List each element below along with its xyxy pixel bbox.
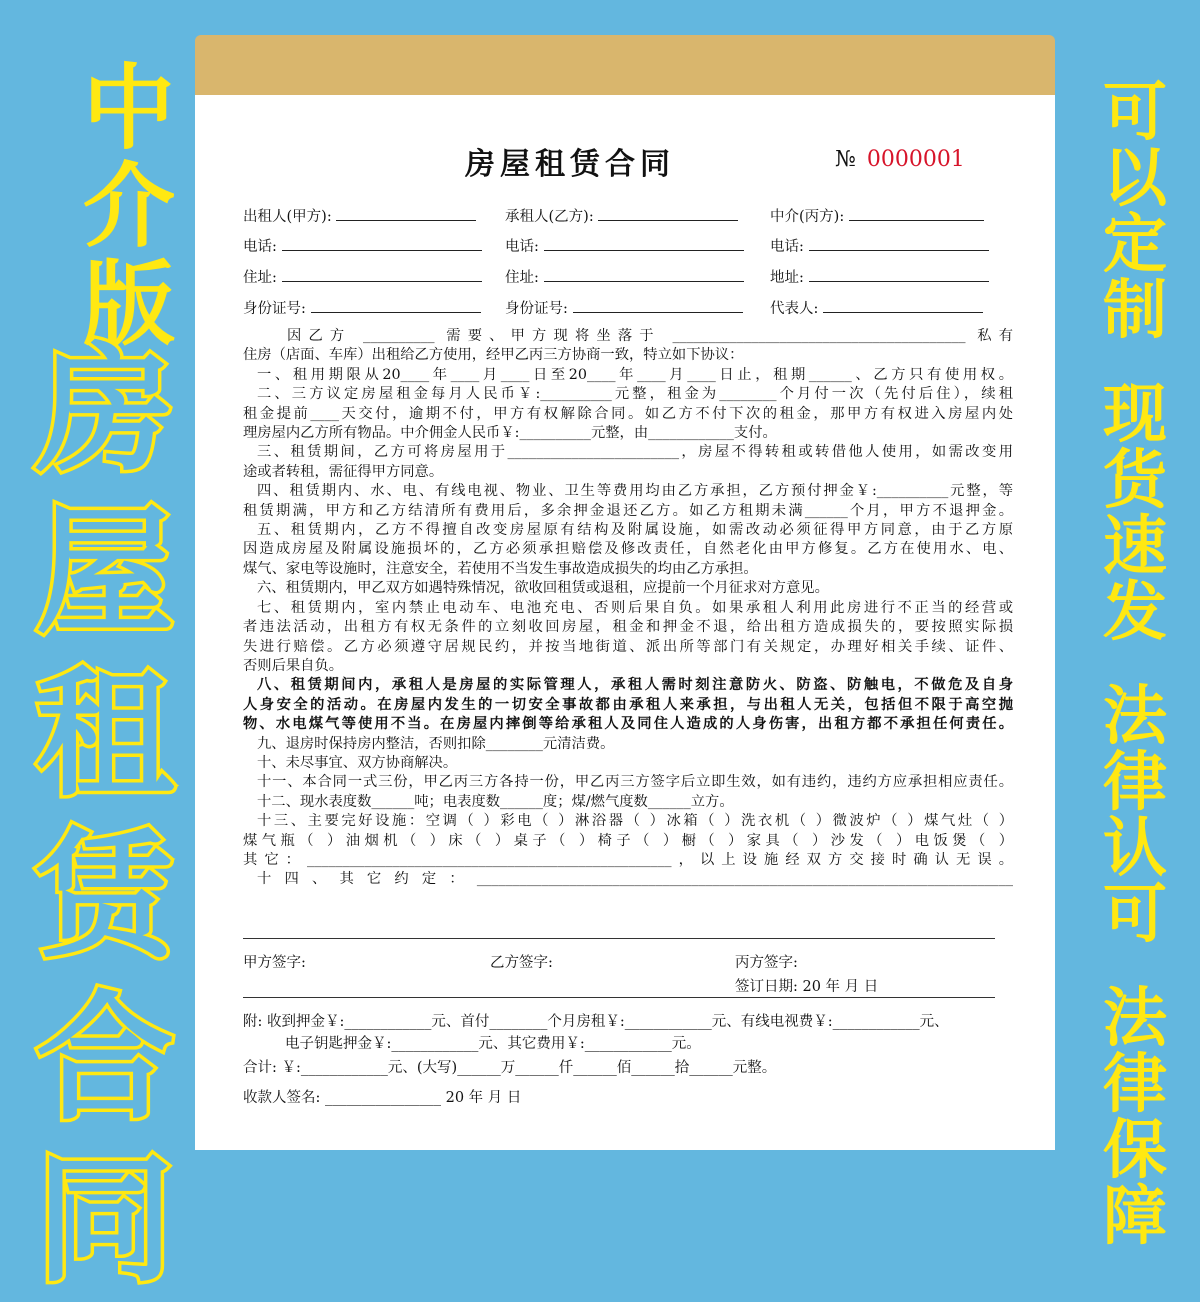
clause-line: 否则后果自负。 (243, 657, 344, 674)
clause-line: 者违法活动，出租方有权无条件的立刻收回房屋，租金和押金不退，给出租方造成损失的，要按照实际损 (243, 619, 1013, 636)
appendix-line: 合计: ￥:____________元、(大写)______万______仟______佰______拾______元整。 (243, 1060, 777, 1076)
slogan-char: 现 (1103, 378, 1167, 452)
fill-line (311, 300, 481, 313)
party-b-name-field (505, 205, 738, 226)
clause-line: 煤气瓶（ ）油烟机（ ）床（ ）桌子（ ）椅子（ ）橱（ ）家具（ ）沙发（ ）电饭煲（ ） (243, 832, 1013, 849)
clause-line: 二、三方议定房屋租金每月人民币￥:__________元整，租金为________个月付一次（先付后住），续租 (257, 386, 1013, 403)
fill-line (544, 238, 744, 251)
slogan-char: 发 (1103, 576, 1167, 650)
document-title: 房屋租赁合同 (465, 147, 675, 182)
party-c-name-field (770, 205, 984, 226)
fill-line (809, 238, 989, 251)
clause-line: 理房屋内乙方所有物品。中介佣金人民币￥:__________元整，由____________支付。 (243, 425, 777, 442)
appendix-line: 附: 收到押金￥:____________元、首付________个月房租￥:____________元、有线电视费￥:____________元、 (243, 1014, 949, 1030)
field-label: 电话: (505, 239, 539, 255)
fill-line (336, 208, 476, 221)
clause-line: 六、租赁期内，甲乙双方如遇特殊情况，欲收回租赁或退租，应提前一个月征求对方意见。 (257, 580, 829, 597)
party-b-signature: 乙方签字: (490, 955, 553, 971)
left-top-slogan (74, 55, 184, 358)
divider-line (243, 938, 995, 939)
party-a-phone-field (243, 235, 482, 256)
field-label: 地址: (770, 270, 804, 286)
clause-line: 七、租赁期内，室内禁止电动车、电池充电、否则后果自负。如果承租人利用此房进行不正当的经营或 (257, 599, 1013, 616)
field-label: 代表人: (770, 301, 819, 317)
slogan-char: 房 (35, 330, 174, 491)
contract-paper (195, 95, 1055, 1150)
slogan-char: 同 (35, 1140, 174, 1301)
right-slogan-group (1103, 378, 1167, 650)
right-slogan-group (1103, 680, 1167, 952)
fill-line (823, 300, 983, 313)
clause-line-bold: 人身安全的活动。在房屋内发生的一切安全事故都由承租人来承担，与出租人无关，包括但不限于高空抛 (243, 696, 1013, 713)
appendix-line: 收款人签名: ________________ 20 年 月 日 (243, 1090, 522, 1106)
clause-line: 途或者转租，需征得甲方同意。 (243, 463, 444, 480)
slogan-char: 屋 (35, 492, 174, 653)
clause-line-bold: 八、租赁期间内，承租人是房屋的实际管理人，承租人需时刻注意防火、防盗、防触电，不做危及自身 (257, 677, 1013, 694)
clause-line: 租赁期满，甲方和乙方结清所有费用后，多余押金退还乙方。如乙方租期未满______个月，甲方不退押金。 (243, 502, 1013, 519)
slogan-char: 租 (35, 654, 174, 815)
clause-line: 十一、本合同一式三份，甲乙丙三方各持一份，甲乙丙三方签字后立即生效，如有违约，违约方应承担相应责任。 (257, 774, 1013, 791)
slogan-char: 中 (82, 55, 175, 162)
clause-line: 十三、主要完好设施：空调（ ）彩电（ ）淋浴器（ ）冰箱（ ）洗衣机（ ）微波炉（ ）煤气灶（ ） (257, 813, 1013, 830)
slogan-char: 认 (1103, 812, 1167, 886)
field-label: 身份证号: (243, 301, 306, 317)
fill-line (544, 269, 744, 282)
party-a-signature: 甲方签字: (243, 955, 306, 971)
fill-line (809, 269, 989, 282)
party-a-address-field (243, 266, 482, 287)
slogan-char: 介 (82, 153, 175, 260)
party-b-phone-field (505, 235, 744, 256)
field-label: 住址: (243, 270, 277, 286)
clause-line: 五、租赁期内，乙方不得擅自改变房屋原有结构及附属设施，如需改动必须征得甲方同意，由于乙方原 (257, 522, 1013, 539)
party-b-id-field (505, 297, 743, 318)
slogan-char: 定 (1103, 208, 1167, 282)
field-label: 中介(丙方): (770, 209, 845, 225)
slogan-char: 赁 (35, 816, 174, 977)
fill-line (573, 300, 743, 313)
clause-line: 十二、现水表度数______吨；电表度数______度；煤/燃气度数______立方。 (257, 793, 734, 810)
field-label: 承租人(乙方): (505, 209, 594, 225)
slogan-char: 版 (82, 251, 175, 358)
right-slogans (1090, 76, 1180, 1288)
slogan-char: 律 (1103, 746, 1167, 820)
fill-line (598, 208, 738, 221)
clause-line: 因乙方 __________ 需要、甲方现将坐落于 _________________________________________ 私有 (287, 328, 1013, 344)
party-a-name-field (243, 205, 476, 226)
slogan-char: 可 (1103, 76, 1167, 150)
party-c-phone-field (770, 235, 989, 256)
carbon-copy-edge (195, 35, 1055, 95)
divider-line (243, 997, 995, 998)
serial-value: 0000001 (866, 147, 965, 172)
clause-line: 九、退房时保持房内整洁，否则扣除________元清洁费。 (257, 735, 615, 752)
fill-line (282, 238, 482, 251)
slogan-char: 货 (1103, 444, 1167, 518)
field-label: 出租人(甲方): (243, 209, 332, 225)
slogan-char: 法 (1103, 680, 1167, 754)
slogan-char: 制 (1103, 274, 1167, 348)
clause-line: 煤气、家电等设施时，注意安全，若使用不当发生事故造成损失的均由乙方承担。 (243, 560, 758, 577)
right-slogan-group (1103, 76, 1167, 348)
clause-line: 住房（店面、车库）出租给乙方使用，经甲乙丙三方协商一致，特立如下协议： (243, 347, 744, 364)
clause-line-bold: 物、水电煤气等使用不当。在房屋内摔倒等给承租人及同住人造成的人身伤害，出租方都不承担任何责任。 (243, 716, 1013, 733)
fill-line (282, 269, 482, 282)
serial-number (835, 147, 965, 172)
right-slogan-group (1103, 982, 1167, 1254)
party-c-signature: 丙方签字: (735, 955, 798, 971)
slogan-char: 障 (1103, 1180, 1167, 1254)
clause-line: 十四、其它约定：___________________________________________________________________________ (257, 871, 1013, 888)
fill-line (849, 208, 984, 221)
party-c-rep-field (770, 297, 983, 318)
field-label: 身份证号: (505, 301, 568, 317)
clause-line: 十、未尽事宜、双方协商解决。 (257, 754, 458, 771)
party-b-address-field (505, 266, 744, 287)
slogan-char: 以 (1103, 142, 1167, 216)
clause-line: 失进行赔偿。乙方必须遵守居规民约，并按当地街道、派出所等部门有关规定，办理好相关手续、证件、 (243, 638, 1013, 655)
signing-date: 签订日期: 20 年 月 日 (735, 979, 879, 995)
contract-document (195, 95, 1055, 1150)
clause-line: 租金提前____天交付，逾期不付，甲方有权解除合同。如乙方不付下次的租金，那甲方有权进入房屋内处 (243, 405, 1013, 422)
appendix-line: 电子钥匙押金￥:____________元、其它费用￥:____________元。 (285, 1036, 701, 1052)
slogan-char: 法 (1103, 982, 1167, 1056)
clause-line: 一、租用期限从20____年____月____日至20____年____月____日止，租期______、乙方只有使用权。 (257, 366, 1013, 383)
left-big-slogan (30, 330, 180, 1302)
slogan-char: 可 (1103, 878, 1167, 952)
party-c-address-field (770, 266, 989, 287)
clause-line: 四、租赁期内、水、电、有线电视、物业、卫生等费用均由乙方承担，乙方预付押金￥:__________元整，等 (257, 483, 1013, 500)
slogan-char: 合 (35, 978, 174, 1139)
clause-line: 其它：___________________________________________________，以上设施经双方交接时确认无误。 (243, 851, 1013, 868)
contract-clauses (243, 327, 1013, 890)
slogan-char: 律 (1103, 1048, 1167, 1122)
field-label: 住址: (505, 270, 539, 286)
slogan-char: 保 (1103, 1114, 1167, 1188)
serial-label: № (835, 147, 856, 172)
party-a-id-field (243, 297, 481, 318)
field-label: 电话: (770, 239, 804, 255)
clause-line: 三、租赁期间，乙方可将房屋用于________________________，房屋不得转租或转借他人使用，如需改变用 (257, 444, 1013, 461)
slogan-char: 速 (1103, 510, 1167, 584)
clause-line: 因造成房屋及附属设施损坏的，乙方必须承担赔偿及修改责任，自然老化由甲方修复。乙方在使用水、电、 (243, 541, 1013, 558)
field-label: 电话: (243, 239, 277, 255)
